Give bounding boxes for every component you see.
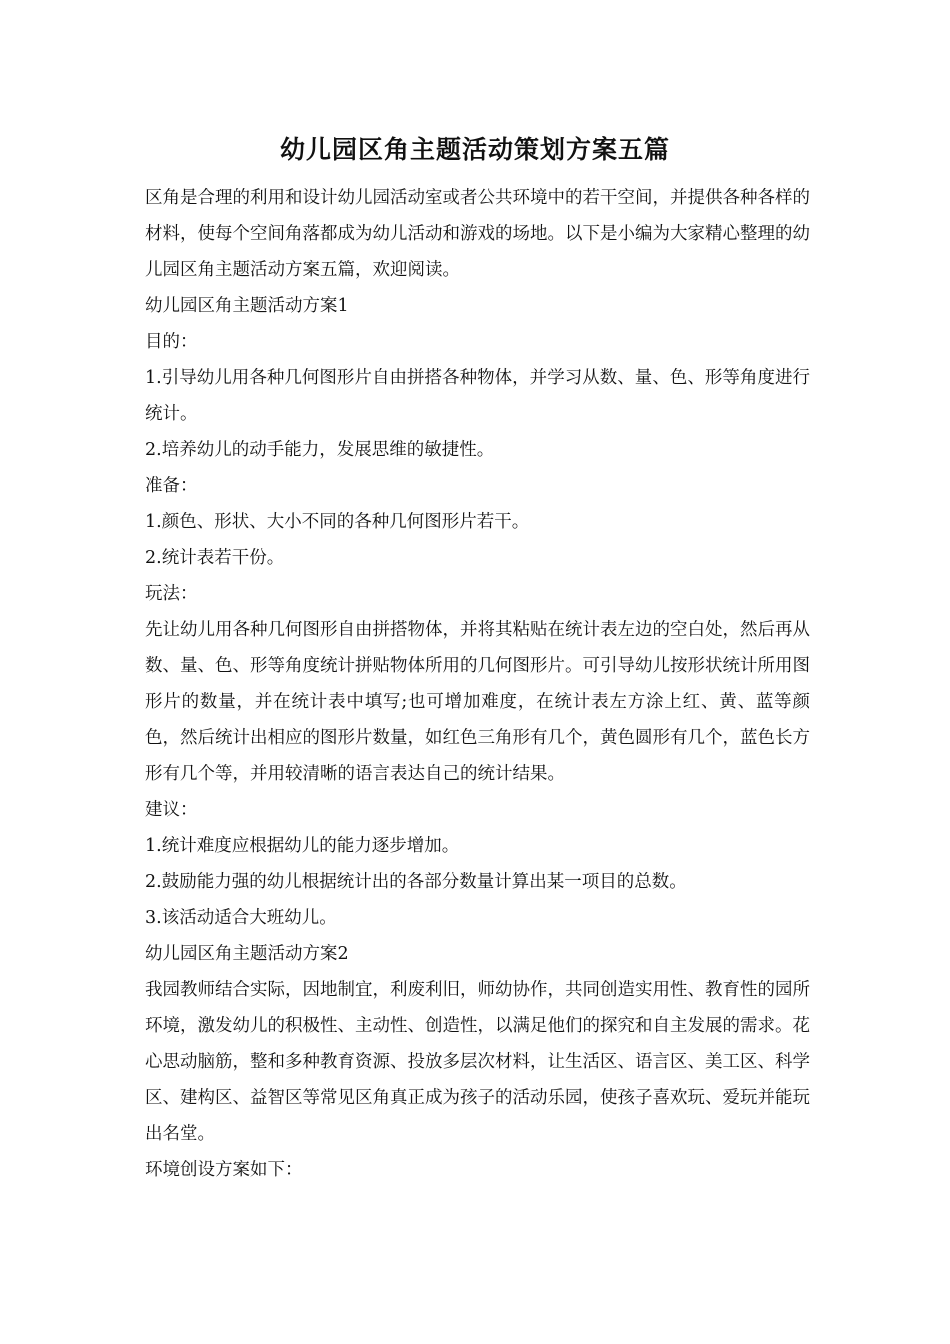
section-heading-plan-1: 幼儿园区角主题活动方案1 (145, 296, 349, 316)
suggestion-item-3: 3.该活动适合大班幼儿。 (145, 908, 337, 928)
environment-plan-label: 环境创设方案如下： (145, 1160, 303, 1180)
label-purpose: 目的： (145, 332, 198, 352)
section-heading-plan-2: 幼儿园区角主题活动方案2 (145, 944, 349, 964)
label-preparation: 准备： (145, 476, 198, 496)
preparation-item-2: 2.统计表若干份。 (145, 548, 285, 568)
label-gameplay: 玩法： (145, 584, 198, 604)
document-body (145, 180, 810, 1188)
label-suggestions: 建议： (145, 800, 198, 820)
purpose-item-2: 2.培养幼儿的动手能力，发展思维的敏捷性。 (145, 440, 495, 460)
gameplay-paragraph: 先让幼儿用各种几何图形自由拼搭物体，并将其粘贴在统计表左边的空白处，然后再从数、量、色、形等角度统计拼贴物体所用的几何图形片。可引导幼儿按形状统计所用图形片的数量，并在统计表中填写;也可增加难度，在统计表左方涂上红、黄、蓝等颜色，然后统计出相应的图形片数量，如红色三角形有几个，黄色圆形有几个，蓝色长方形有几个等，并用较清晰的语言表达自己的统计结果。 (145, 620, 810, 784)
purpose-item-1: 1.引导幼儿用各种几何图形片自由拼搭各种物体，并学习从数、量、色、形等角度进行统计。 (145, 368, 810, 424)
suggestion-item-2: 2.鼓励能力强的幼儿根据统计出的各部分数量计算出某一项目的总数。 (145, 872, 687, 892)
preparation-item-1: 1.颜色、形状、大小不同的各种几何图形片若干。 (145, 512, 530, 532)
suggestion-item-1: 1.统计难度应根据幼儿的能力逐步增加。 (145, 836, 460, 856)
plan-2-paragraph: 我园教师结合实际，因地制宜，利废利旧，师幼协作，共同创造实用性、教育性的园所环境，激发幼儿的积极性、主动性、创造性，以满足他们的探究和自主发展的需求。花心思动脑筋，整和多种教育资源、投放多层次材料，让生活区、语言区、美工区、科学区、建构区、益智区等常见区角真正成为孩子的活动乐园，使孩子喜欢玩、爱玩并能玩出名堂。 (145, 980, 810, 1144)
document-title: 幼儿园区角主题活动策划方案五篇 (279, 135, 670, 164)
intro-paragraph: 区角是合理的利用和设计幼儿园活动室或者公共环境中的若干空间，并提供各种各样的材料，使每个空间角落都成为幼儿活动和游戏的场地。以下是小编为大家精心整理的幼儿园区角主题活动方案五篇，欢迎阅读。 (145, 188, 810, 280)
